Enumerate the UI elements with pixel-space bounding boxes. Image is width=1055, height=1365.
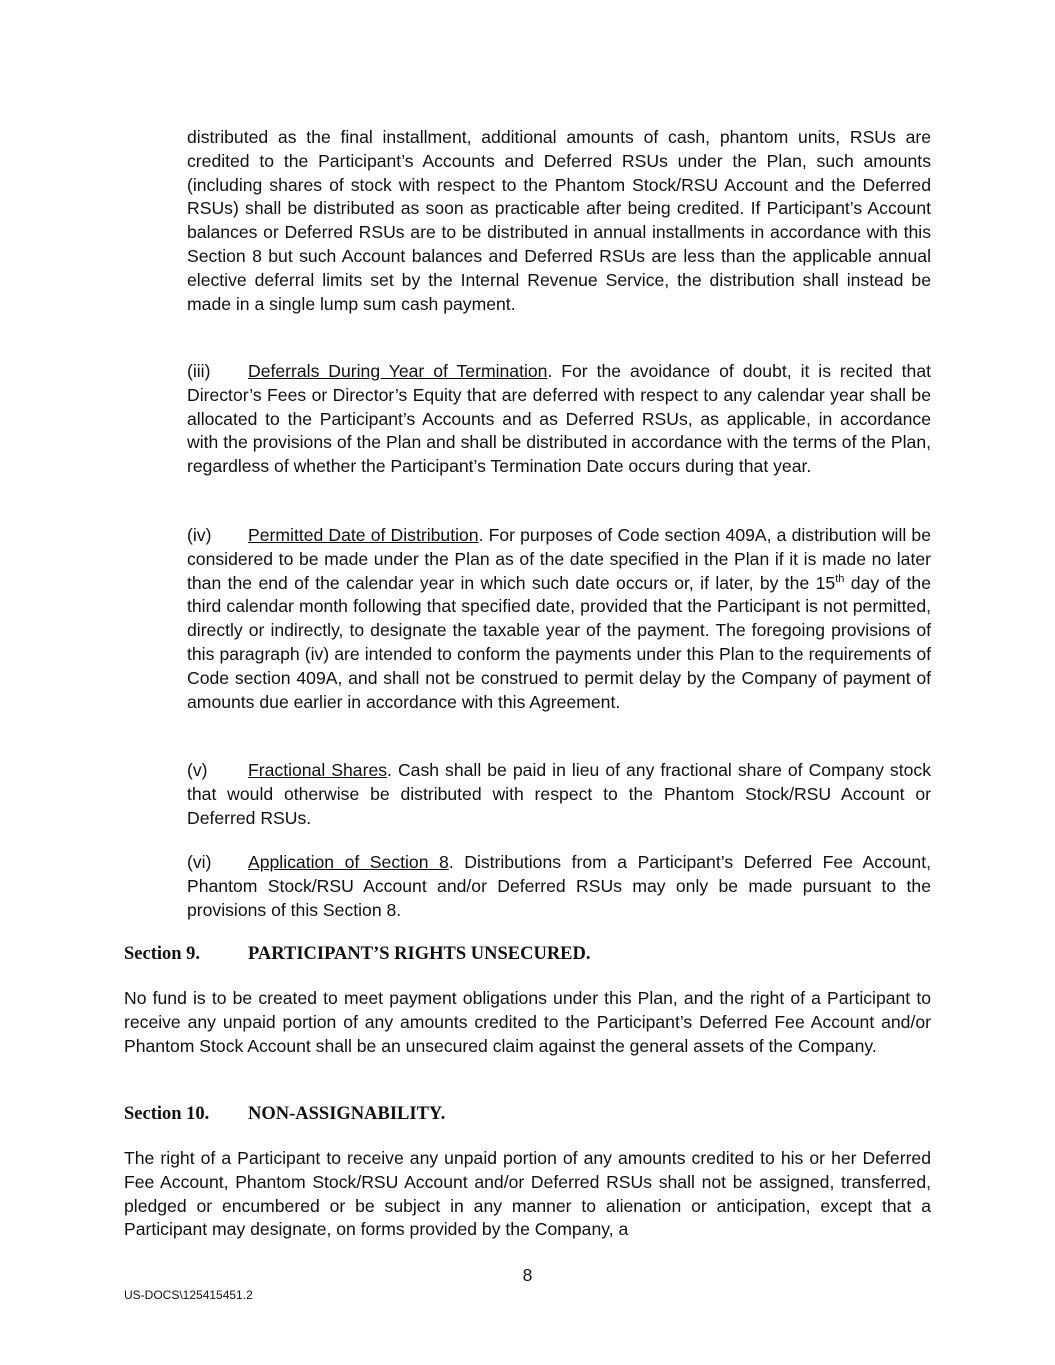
section-10-title: NON-ASSIGNABILITY. (248, 1104, 446, 1124)
paragraph-iv (187, 524, 931, 714)
paragraph-v (187, 759, 931, 830)
paragraph-vi-title: Application of Section 8 (248, 852, 449, 872)
section-10-heading (124, 1102, 445, 1126)
paragraph-v-title: Fractional Shares (248, 760, 388, 780)
paragraph-iv-label: (iv) (187, 525, 212, 545)
paragraph-iii-label: (iii) (187, 361, 211, 381)
paragraph-vi-body: . Distributions from a Participant’s Deferred Fee Account, Phantom Stock/RSU Account and/or Deferred RSUs may only be made pursuant to the provisions of this Section 8. (187, 852, 931, 920)
paragraph-iii (187, 360, 931, 479)
section-10-body: The right of a Participant to receive any unpaid portion of any amounts credited to his or her Deferred Fee Account, Phantom Stock/RSU Account and/or Deferred RSUs shall not be assigned, transferred, pledged or encumbered or be subject in any manner to alienation or anticipation, except that a Participant may designate, on forms provided by the Company, a (124, 1148, 931, 1240)
page-number: 8 (522, 1265, 533, 1285)
paragraph-iv-body-end: day of the third calendar month following that specified date, provided that the Participant is not permitted, directly or indirectly, to designate the taxable year of the payment. The foregoing provisions of this paragraph (iv) are intended to conform the payments under this Plan to the requirements of Code section 409A, and shall not be construed to permit delay by the Company of payment of amounts due earlier in accordance with this Agreement. (187, 572, 931, 712)
paragraph-iv-title: Permitted Date of Distribution (248, 525, 479, 545)
paragraph-vi-label: (vi) (187, 852, 212, 872)
paragraph-continuation: distributed as the final installment, additional amounts of cash, phantom units, RSUs are credited to the Participant’s Accounts and Deferred RSUs under the Plan, such amounts (including shares of stock with respect to the Phantom Stock/RSU Account and the Deferred RSUs) shall be distributed as soon as practicable after being credited. If Participant’s Account balances or Deferred RSUs are to be distributed in annual installments in accordance with this Section 8 but such Account balances and Deferred RSUs are less than the applicable annual elective deferral limits set by the Internal Revenue Service, the distribution shall instead be made in a single lump sum cash payment. (187, 127, 931, 314)
paragraph-iii-body: . For the avoidance of doubt, it is recited that Director’s Fees or Director’s Equity that are deferred with respect to any calendar year shall be allocated to the Participant’s Accounts and as Deferred RSUs, as applicable, in accordance with the provisions of the Plan and shall be distributed in accordance with the terms of the Plan, regardless of whether the Participant’s Termination Date occurs during that year. (187, 361, 932, 477)
section-9-title: PARTICIPANT’S RIGHTS UNSECURED. (248, 944, 591, 964)
paragraph-v-label: (v) (187, 760, 208, 780)
paragraph-iii-title: Deferrals During Year of Termination (248, 361, 548, 381)
paragraph-vi (187, 851, 931, 922)
section-9-body: No fund is to be created to meet payment obligations under this Plan, and the right of a Participant to receive any unpaid portion of any amounts credited to the Participant’s Deferred Fee Account and/or Phantom Stock Account shall be an unsecured claim against the general assets of the Company. (124, 988, 931, 1056)
paragraph-iv-superscript: th (835, 572, 845, 585)
section-9-number: Section 9. (124, 944, 201, 964)
document-id: US-DOCS\125415451.2 (124, 1288, 253, 1302)
paragraph-iv-body-start: . For purposes of Code section 409A, a distribution will be considered to be made under the Plan as of the date specified in the Plan if it is made no later than the end of the calendar year in which such date occurs or, if later, by the 15 (187, 525, 931, 593)
section-10-number: Section 10. (124, 1104, 210, 1124)
section-9-heading (124, 942, 591, 966)
paragraph-v-body: . Cash shall be paid in lieu of any fractional share of Company stock that would otherwise be distributed with respect to the Phantom Stock/RSU Account or Deferred RSUs. (187, 760, 931, 828)
